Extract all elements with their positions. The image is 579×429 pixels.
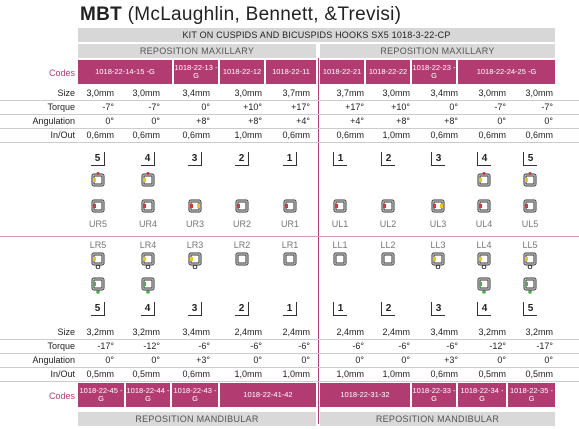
bracket-icon [477,172,491,188]
lower-code-6: 1018-22-34 -G [458,383,506,407]
lower-tooth-label: LL5 [522,240,538,250]
bracket-icon [431,251,445,269]
cell-upper-size: 3,0mm [132,88,160,98]
row-label-torque: Torque [47,341,75,351]
lower-tooth-label: LR1 [281,240,299,250]
cell-lower-inout: 1,0mm [382,369,410,379]
bracket-icon [381,251,395,269]
upper-code-5: 1018-22-22 [366,60,410,84]
lower-tooth-number: 2 [381,302,395,316]
bracket-icon [523,172,537,188]
bracket-bottom [141,276,155,290]
row-label-inout: In/Out [50,369,75,379]
bracket-icon [188,198,202,214]
cell-upper-inout: 0,6mm [182,130,210,140]
cell-lower-torque: -6° [198,341,210,351]
cell-lower-size: 2,4mm [382,327,410,337]
row-label-inout: In/Out [50,130,75,140]
lower-code-2: 1018-22-43 -G [172,383,218,407]
cell-lower-inout: 1,0mm [336,369,364,379]
bracket-top [333,251,347,265]
row-label-angulation: Angulation [32,116,75,126]
lower-tooth-label: LL4 [476,240,492,250]
cell-lower-inout: 0,6mm [430,369,458,379]
lower-tooth-label: LL1 [332,240,348,250]
bracket-icon [283,251,297,269]
upper-tooth-number: 5 [91,152,105,166]
bracket-top [477,172,491,186]
upper-tooth-label: UR2 [232,219,251,229]
lower-code-3: 1018-22-41-42 [220,383,316,407]
bracket-icon [91,276,105,294]
upper-code-4: 1018-22-21 [320,60,364,84]
lower-code-7: 1018-22-35 -G [508,383,555,407]
row-label-size: Size [57,327,75,337]
bracket-bottom [235,198,249,212]
upper-tooth-label: UL4 [475,219,493,229]
cell-upper-inout: 1,0mm [234,130,262,140]
bracket-icon [91,251,105,269]
lower-tooth-number: 2 [235,302,249,316]
cell-lower-angulation: +3° [444,355,458,365]
cell-lower-size: 2,4mm [282,327,310,337]
bracket-icon [431,198,445,214]
bracket-icon [141,251,155,269]
upper-tooth-number: 2 [381,152,395,166]
bracket-top [431,251,445,265]
cell-upper-size: 3,4mm [430,88,458,98]
cell-upper-angulation: +8° [196,116,210,126]
bracket-icon [91,172,105,188]
cell-upper-inout: 0,6mm [430,130,458,140]
cell-lower-inout: 1,0mm [282,369,310,379]
bracket-icon [141,276,155,294]
upper-code-0: 1018-22-14-15 -G [78,60,172,84]
upper-tooth-label: UR1 [280,219,299,229]
upper-tooth-number: 3 [188,152,202,166]
cell-upper-size: 3,0mm [478,88,506,98]
bracket-bottom [523,276,537,290]
upper-tooth-label: UL2 [379,219,397,229]
bracket-icon [333,251,347,269]
cell-lower-torque: -12° [143,341,160,351]
lower-tooth-label: LR5 [89,240,107,250]
cell-lower-torque: -6° [250,341,262,351]
cell-upper-angulation: 0° [497,116,506,126]
lower-tooth-number: 4 [477,302,491,316]
bracket-bottom [477,276,491,290]
bracket-icon [188,251,202,269]
upper-tooth-number: 1 [333,152,347,166]
bracket-top [381,251,395,265]
row-label-angulation: Angulation [32,355,75,365]
cell-lower-size: 2,4mm [336,327,364,337]
bracket-icon [523,251,537,269]
cell-upper-size: 3,7mm [336,88,364,98]
lower-tooth-label: LL2 [380,240,396,250]
bracket-bottom [333,198,347,212]
bracket-bottom [431,198,445,212]
upper-tooth-number: 4 [141,152,155,166]
upper-tooth-number: 2 [235,152,249,166]
lower-code-4: 1018-22-31-32 [320,383,410,407]
cell-lower-inout: 0,5mm [86,369,114,379]
lower-code-5: 1018-22-33 -G [412,383,456,407]
cell-lower-torque: -6° [398,341,410,351]
cell-upper-torque: 0° [449,102,458,112]
upper-tooth-number: 5 [523,152,537,166]
lower-tooth-label: LR3 [186,240,204,250]
lower-right-footer: REPOSITION MANDIBULAR [320,412,555,426]
cell-upper-angulation: +8° [444,116,458,126]
bracket-icon [523,276,537,294]
cell-upper-angulation: 0° [544,116,553,126]
cell-lower-angulation: 0° [151,355,160,365]
bracket-icon [91,198,105,214]
row-rule [0,142,579,143]
cell-upper-angulation: +4° [296,116,310,126]
upper-code-6: 1018-22-23 -G [412,60,456,84]
lower-tooth-label: LL3 [430,240,446,250]
cell-lower-angulation: 0° [544,355,553,365]
lower-tooth-number: 1 [283,302,297,316]
upper-right-header: REPOSITION MAXILLARY [320,44,555,58]
cell-upper-angulation: 0° [105,116,114,126]
upper-tooth-label: UR3 [185,219,204,229]
cell-lower-size: 3,2mm [86,327,114,337]
cell-upper-size: 3,0mm [86,88,114,98]
bracket-icon [333,198,347,214]
bracket-icon [283,198,297,214]
row-label-codes: Codes [48,68,75,78]
bracket-top [477,251,491,265]
cell-upper-torque: +10° [391,102,410,112]
cell-upper-torque: -7° [148,102,160,112]
bracket-top [91,251,105,265]
cell-lower-torque: -17° [536,341,553,351]
bracket-icon [235,251,249,269]
kit-subtitle: KIT ON CUSPIDS AND BICUSPIDS HOOKS SX5 1018-3-22-CP [78,28,555,42]
upper-tooth-number: 4 [477,152,491,166]
lower-code-0: 1018-22-45 -G [78,383,124,407]
cell-upper-inout: 1,0mm [382,130,410,140]
cell-lower-size: 3,4mm [430,327,458,337]
bracket-icon [477,276,491,294]
upper-tooth-number: 3 [431,152,445,166]
bracket-bottom [283,198,297,212]
cell-upper-angulation: 0° [151,116,160,126]
cell-lower-inout: 0,6mm [182,369,210,379]
cell-lower-size: 2,4mm [234,327,262,337]
upper-tooth-label: UL1 [331,219,349,229]
bracket-bottom [381,198,395,212]
cell-lower-inout: 0,5mm [525,369,553,379]
upper-tooth-number: 1 [283,152,297,166]
cell-upper-size: 3,7mm [282,88,310,98]
cell-lower-size: 3,2mm [525,327,553,337]
cell-lower-torque: -6° [446,341,458,351]
cell-lower-inout: 1,0mm [234,369,262,379]
upper-tooth-label: UR5 [88,219,107,229]
lower-tooth-number: 3 [431,302,445,316]
cell-lower-torque: -6° [352,341,364,351]
upper-tooth-label: UL5 [521,219,539,229]
upper-code-1: 1018-22-13 -G [174,60,218,84]
bracket-bottom [141,198,155,212]
cell-lower-angulation: 0° [105,355,114,365]
cell-upper-angulation: +4° [350,116,364,126]
cell-lower-torque: -12° [489,341,506,351]
lower-left-footer: REPOSITION MANDIBULAR [78,412,316,426]
bracket-bottom [91,276,105,290]
bracket-icon [381,198,395,214]
cell-lower-angulation: 0° [301,355,310,365]
cell-upper-inout: 0,6mm [478,130,506,140]
upper-left-header: REPOSITION MAXILLARY [78,44,316,58]
row-label-torque: Torque [47,102,75,112]
cell-lower-torque: -17° [97,341,114,351]
cell-lower-angulation: 0° [253,355,262,365]
cell-lower-size: 3,2mm [478,327,506,337]
cell-upper-inout: 0,6mm [336,130,364,140]
lower-tooth-number: 4 [141,302,155,316]
cell-upper-inout: 0,6mm [86,130,114,140]
cell-upper-torque: -7° [541,102,553,112]
bracket-top [141,172,155,186]
lower-code-1: 1018-22-44 -G [126,383,170,407]
bracket-top [91,172,105,186]
bracket-icon [141,172,155,188]
bracket-icon [235,198,249,214]
cell-upper-torque: 0° [201,102,210,112]
cell-lower-size: 3,4mm [182,327,210,337]
cell-upper-size: 3,4mm [182,88,210,98]
bracket-bottom [91,198,105,212]
cell-upper-size: 3,0mm [525,88,553,98]
cell-upper-angulation: +8° [248,116,262,126]
midline-divider [318,58,319,424]
cell-upper-inout: 0,6mm [525,130,553,140]
cell-upper-inout: 0,6mm [132,130,160,140]
row-label-size: Size [57,88,75,98]
cell-upper-torque: -7° [494,102,506,112]
bracket-top [523,251,537,265]
bracket-icon [477,198,491,214]
bracket-icon [477,251,491,269]
cell-upper-torque: +17° [345,102,364,112]
lower-tooth-label: LR4 [139,240,157,250]
row-rule [0,381,579,382]
cell-upper-angulation: +8° [396,116,410,126]
upper-code-3: 1018-22-11 [266,60,316,84]
cell-lower-size: 3,2mm [132,327,160,337]
bracket-bottom [188,198,202,212]
upper-code-7: 1018-22-24-25 -G [458,60,555,84]
row-label-codes: Codes [48,391,75,401]
bracket-top [283,251,297,265]
cell-lower-torque: -6° [298,341,310,351]
lower-tooth-number: 1 [333,302,347,316]
lower-tooth-number: 5 [91,302,105,316]
cell-lower-inout: 0,5mm [132,369,160,379]
cell-lower-inout: 0,5mm [478,369,506,379]
lower-tooth-number: 5 [523,302,537,316]
bracket-icon [141,198,155,214]
cell-lower-angulation: 0° [355,355,364,365]
lower-tooth-label: LR2 [233,240,251,250]
cell-lower-angulation: 0° [497,355,506,365]
upper-tooth-label: UL3 [429,219,447,229]
arch-divider [0,236,579,237]
lower-tooth-number: 3 [188,302,202,316]
bracket-bottom [523,198,537,212]
cell-upper-torque: +17° [291,102,310,112]
bracket-top [141,251,155,265]
cell-lower-angulation: +3° [196,355,210,365]
cell-upper-size: 3,0mm [382,88,410,98]
bracket-top [188,251,202,265]
bracket-bottom [477,198,491,212]
cell-upper-inout: 0,6mm [282,130,310,140]
cell-upper-torque: +10° [243,102,262,112]
cell-upper-size: 3,0mm [234,88,262,98]
bracket-icon [523,198,537,214]
bracket-top [523,172,537,186]
cell-upper-torque: -7° [102,102,114,112]
page-title: MBT (McLaughlin, Bennett, &Trevisi) [80,4,402,25]
cell-lower-angulation: 0° [401,355,410,365]
bracket-top [235,251,249,265]
upper-code-2: 1018-22-12 [220,60,264,84]
upper-tooth-label: UR4 [138,219,157,229]
